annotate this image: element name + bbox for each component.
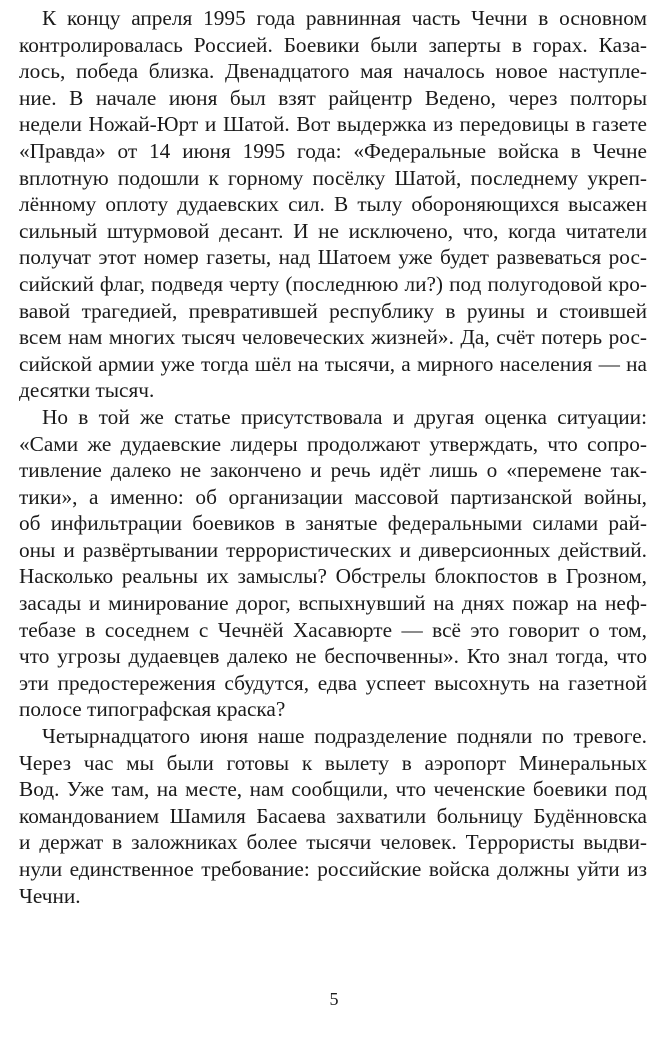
text-line: тебазе в соседнем с Чечнёй Хасавюрте — всё это говорит о том, [19,617,647,642]
text-line: десятки тысяч. [19,378,155,403]
text-line: Насколько реальны их замыслы? Обстрелы блокпостов в Грозном, [19,564,647,589]
text-line: лённому оплоту дудаевских сил. В тылу обороняющихся высажен [19,192,647,217]
text-line: сийской армии уже тогда шёл на тысячи, а мирного населения — на [19,351,647,376]
paragraph-3 [19,723,647,909]
text-line: засады и минирование дорог, вспыхнувший на днях пожар на неф- [19,591,647,616]
text-line: эти предостережения сбудутся, едва успеет высохнуть на газетной [19,670,647,695]
text-line: К концу апреля 1995 года равнинная часть Чечни в основном [42,6,647,30]
page-number: 5 [329,989,339,1009]
text-line: получат этот номер газеты, над Шатоем уже будет развеваться рос- [19,245,647,270]
text-line: об инфильтрации боевиков в занятые федеральными силами рай- [19,511,647,536]
text-line: нули единственное требование: российские войска должны уйти из [19,857,647,881]
text-line: Но в той же статье присутствовала и другая оценка ситуации: [42,404,647,429]
text-line: «Правда» от 14 июня 1995 года: «Федеральные войска в Чечне [19,138,647,163]
paragraph-1 [19,0,647,404]
text-line: и держат в заложниках более тысячи человек. Террористы выдви- [19,830,647,855]
text-line: сийский флаг, подведя черту (последнюю ли?) под полугодовой кро- [19,271,647,296]
text-line: тики», а именно: об организации массовой партизанской войны, [19,484,647,509]
text-line: вавой трагедией, превратившей республику в руины и стоившей [19,298,647,323]
text-line: командованием Шамиля Басаева захватили больницу Будённовска [19,803,647,828]
text-line: полосе типографская краска? [19,697,286,722]
text-line: оны и развёртывании террористических и диверсионных действий. [19,537,647,562]
body-text [19,0,647,909]
text-line: «Сами же дудаевские лидеры продолжают утверждать, что сопро- [19,431,647,456]
text-line: что угрозы дудаевцев далеко не беспочвенны». Кто знал тогда, что [19,644,647,669]
text-line: тивление далеко не закончено и речь идёт лишь о «перемене так- [19,458,647,483]
text-line: Четырнадцатого июня наше подразделение подняли по тревоге. [42,724,647,749]
text-line: вплотную подошли к горному посёлку Шатой, последнему укреп- [19,165,647,190]
text-line: сильный штурмовой десант. И не исключено, что, когда читатели [19,218,647,243]
text-line: Чечни. [19,883,81,908]
text-line: контролировалась Россией. Боевики были заперты в горах. Каза- [19,32,647,57]
text-line: лось, победа близка. Двенадцатого мая началось новое наступле- [19,59,647,84]
text-line: ние. В начале июня был взят райцентр Ведено, через полторы [19,85,647,110]
text-line: Через час мы были готовы к вылету в аэропорт Минеральных [19,750,647,775]
text-line: всем нам многих тысяч человеческих жизней». Да, счёт потерь рос- [19,325,647,350]
paragraph-2 [19,404,647,723]
text-line: Вод. Уже там, на месте, нам сообщили, что чеченские боевики под [19,777,647,802]
text-line: недели Ножай-Юрт и Шатой. Вот выдержка из передовицы в газете [19,112,647,137]
